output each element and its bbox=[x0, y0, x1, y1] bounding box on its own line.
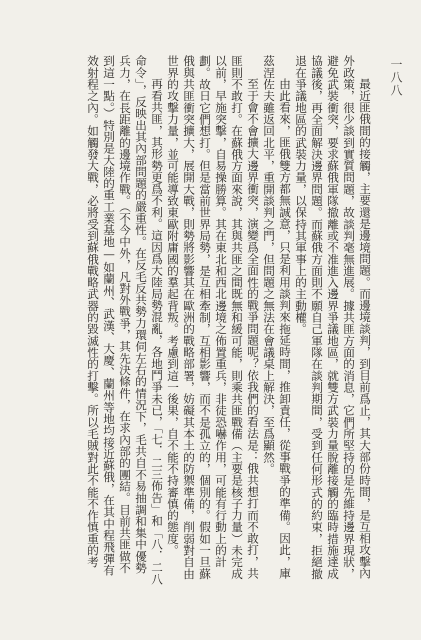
paragraph: 再看共匪，其形勢更爲不利。這因爲大陸局勢混亂，各地鬥爭未已，「七．二三佈告」和「八．二八命令」，反映出其內部問題的嚴重性。在反毛反共勢力環伺左右的情況下，毛共自不易抽調和集中優勢兵力，在長距離的邊境作戰。（不今中外，凡對外戰爭，其先決條件，在求內部的團結。目前共匪做不到這一點。）特別是大陸的重工業基地—如蘭州、武漢、大慶、蘭州等地均接近蘇俄，在其中程飛彈有效射程之內。如觸發大戰，必將受到蘇俄戰略武器的毀滅性的打擊。所以毛賊對此不能不作慎重的考 bbox=[86, 55, 164, 585]
paragraph: 至于會不會擴大邊界衝突，演變爲全面性的戰爭問題呢？依我們的看法是：俄共想打而不敢打，共匪則不敢打。在蘇俄方面來說，其與共匪之間既無和緩可能，則乘共匪戰備（主要是核子力量）未完成以前，早施突擊，自易操勝算。其在東北和西北邊境之佈置重兵，非徒恐嚇作用，可能有行動上的計劃。故日它們想打。但是當前世界局勢，是互相牽制，互相影響，而不是孤立的，個別的。假如一旦蘇俄與共匪衝突擴大，展開大戰，則勢將影響其在歐洲的戰略部署，妨礙其本土的防禦準備，削弱對自由世界的攻擊力量，並可能導致東歐附庸國的羣起背叛。考慮到這一後果，自不能不持審慎的態度。 bbox=[166, 55, 260, 580]
paragraph: 最近匪俄間的接觸，主要還是邊境問題。而邊境談判，到目前爲止，其大部份時間，是互相攻擊內外政策，很少談到實質問題，故談判毫無進展。據共匪方面的消息，它們所堅持的是先維持邊界現狀，避免武裝衝突，要求蘇俄軍隊撤離或不准進入邊界爭議地區，就雙方武裝力量脫離接觸的臨時措施達成協議後，再全面解決邊界問題。而蘇俄方面則不願自己軍隊在談判期間，受到任何形式的約束，拒絕撤退在爭議地區的武裝力量，以保持其軍事上的主動權。 bbox=[294, 55, 372, 580]
paragraph: 由此看來，匪俄雙方都無誠意，只是利用談判來拖延時間，推卸責任，從事戰爭的準備。因此，庫茲涅佐夫雖返回北平，重開談判之門，但問題之無法在會議桌上解決，至爲顯然。 bbox=[262, 55, 292, 580]
body-text bbox=[33, 55, 373, 585]
page-number: 一八八 bbox=[389, 58, 403, 97]
